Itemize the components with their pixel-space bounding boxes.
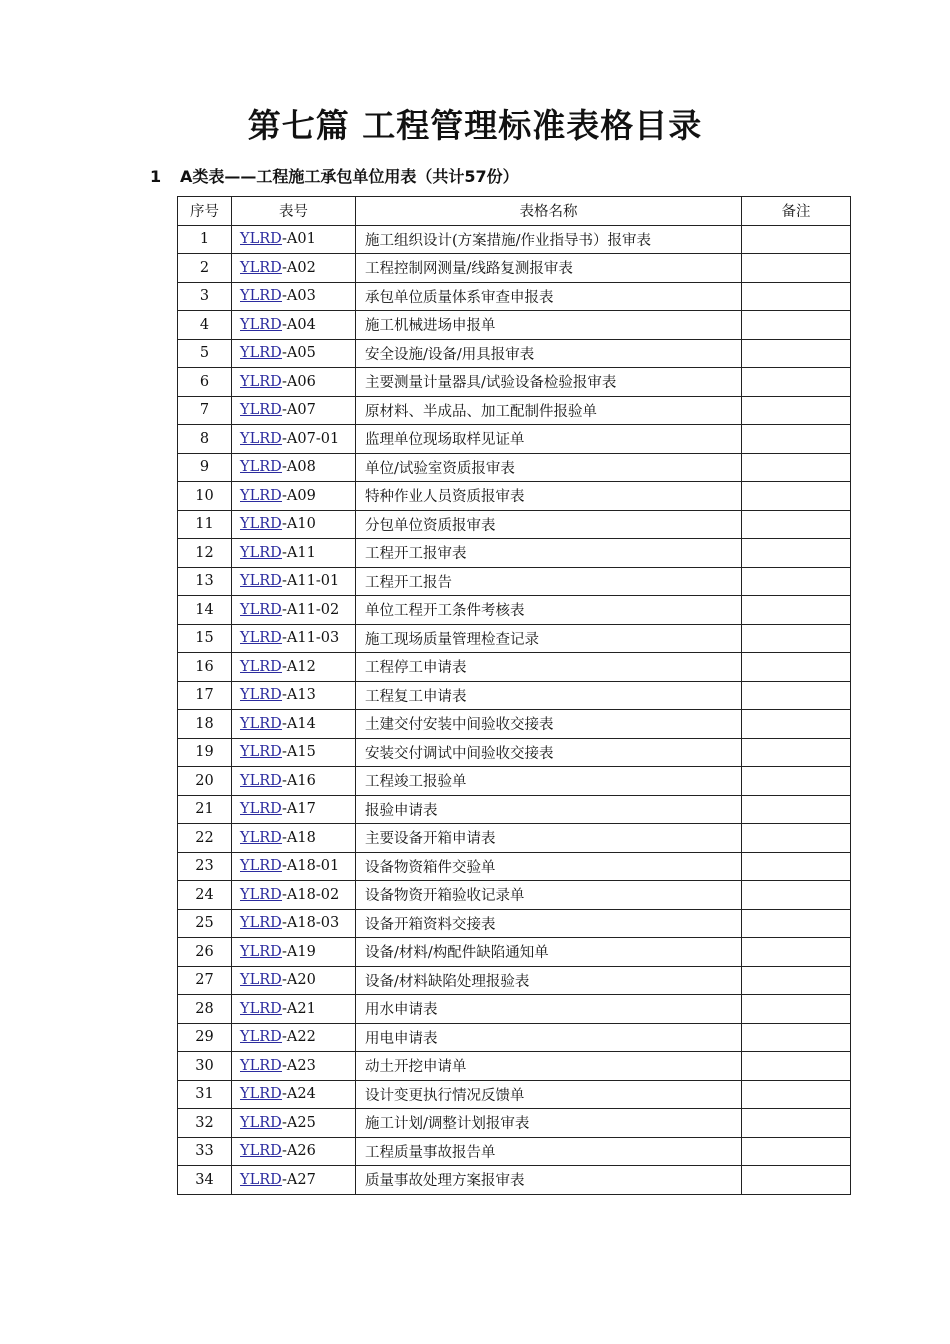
form-code-link[interactable]: YLRD	[240, 1086, 283, 1103]
form-name: 土建交付安装中间验收交接表	[356, 710, 742, 739]
form-code	[232, 596, 356, 625]
form-name: 单位/试验室资质报审表	[356, 453, 742, 482]
table-row	[178, 824, 851, 853]
form-code-link[interactable]: YLRD	[240, 658, 283, 675]
form-remark	[742, 767, 851, 796]
form-code	[232, 852, 356, 881]
form-code-suffix: -A07	[282, 402, 316, 419]
form-remark	[742, 710, 851, 739]
form-code	[232, 254, 356, 283]
form-code-link[interactable]: YLRD	[240, 744, 283, 761]
form-code-link[interactable]: YLRD	[240, 829, 283, 846]
form-code	[232, 1023, 356, 1052]
table-row	[178, 995, 851, 1024]
form-name: 安全设施/设备/用具报审表	[356, 339, 742, 368]
row-number: 22	[178, 824, 232, 853]
table-row	[178, 653, 851, 682]
form-code	[232, 482, 356, 511]
form-code-link[interactable]: YLRD	[240, 943, 283, 960]
form-remark	[742, 567, 851, 596]
form-code-link[interactable]: YLRD	[240, 858, 283, 875]
form-code	[232, 710, 356, 739]
row-number: 20	[178, 767, 232, 796]
table-row	[178, 368, 851, 397]
form-name: 工程停工申请表	[356, 653, 742, 682]
form-code-link[interactable]: YLRD	[240, 1057, 283, 1074]
row-number: 21	[178, 795, 232, 824]
form-name: 用水申请表	[356, 995, 742, 1024]
form-remark	[742, 881, 851, 910]
table-header-row	[178, 197, 851, 226]
form-code	[232, 311, 356, 340]
table-body	[178, 225, 851, 1194]
form-code	[232, 938, 356, 967]
form-remark	[742, 824, 851, 853]
form-code-link[interactable]: YLRD	[240, 687, 283, 704]
form-code-suffix: -A18-02	[282, 886, 340, 903]
form-name: 工程复工申请表	[356, 681, 742, 710]
row-number: 17	[178, 681, 232, 710]
form-name: 动土开挖申请单	[356, 1052, 742, 1081]
form-remark	[742, 368, 851, 397]
form-code	[232, 624, 356, 653]
form-code-suffix: -A25	[282, 1114, 316, 1131]
form-code-link[interactable]: YLRD	[240, 715, 283, 732]
form-name: 工程质量事故报告单	[356, 1137, 742, 1166]
form-code-link[interactable]: YLRD	[240, 516, 283, 533]
table-row	[178, 1137, 851, 1166]
row-number: 7	[178, 396, 232, 425]
row-number: 28	[178, 995, 232, 1024]
form-code-suffix: -A05	[282, 345, 316, 362]
form-code-suffix: -A22	[282, 1029, 316, 1046]
form-code-suffix: -A10	[282, 516, 316, 533]
form-code-link[interactable]: YLRD	[240, 1143, 283, 1160]
row-number: 5	[178, 339, 232, 368]
form-code-suffix: -A09	[282, 487, 316, 504]
form-code-suffix: -A19	[282, 943, 316, 960]
form-code-link[interactable]: YLRD	[240, 544, 283, 561]
form-name: 主要设备开箱申请表	[356, 824, 742, 853]
row-number: 14	[178, 596, 232, 625]
form-remark	[742, 624, 851, 653]
form-remark	[742, 254, 851, 283]
form-code-link[interactable]: YLRD	[240, 487, 283, 504]
form-code-suffix: -A18	[282, 829, 316, 846]
form-name: 设备物资箱件交验单	[356, 852, 742, 881]
form-code	[232, 1166, 356, 1195]
form-name: 分包单位资质报审表	[356, 510, 742, 539]
form-code-link[interactable]: YLRD	[240, 601, 283, 618]
table-row	[178, 225, 851, 254]
form-code-suffix: -A08	[282, 459, 316, 476]
form-code	[232, 1052, 356, 1081]
form-remark	[742, 311, 851, 340]
form-code	[232, 1080, 356, 1109]
table-row	[178, 738, 851, 767]
form-name: 特种作业人员资质报审表	[356, 482, 742, 511]
form-code	[232, 881, 356, 910]
form-code-suffix: -A02	[282, 259, 316, 276]
table-row	[178, 1080, 851, 1109]
row-number: 12	[178, 539, 232, 568]
form-code-suffix: -A11	[282, 544, 316, 561]
form-code	[232, 995, 356, 1024]
row-number: 18	[178, 710, 232, 739]
table-row	[178, 482, 851, 511]
form-remark	[742, 1023, 851, 1052]
form-code	[232, 909, 356, 938]
form-name: 监理单位现场取样见证单	[356, 425, 742, 454]
form-code-suffix: -A06	[282, 373, 316, 390]
row-number: 3	[178, 282, 232, 311]
table-row	[178, 254, 851, 283]
form-remark	[742, 909, 851, 938]
row-number: 23	[178, 852, 232, 881]
form-name: 报验申请表	[356, 795, 742, 824]
form-code-suffix: -A26	[282, 1143, 316, 1160]
form-code-link[interactable]: YLRD	[240, 345, 283, 362]
table-row	[178, 1052, 851, 1081]
table-row	[178, 339, 851, 368]
form-code	[232, 282, 356, 311]
form-code-suffix: -A17	[282, 801, 316, 818]
form-code-link[interactable]: YLRD	[240, 1171, 283, 1188]
form-remark	[742, 539, 851, 568]
table-row	[178, 852, 851, 881]
form-code-suffix: -A11-02	[282, 601, 340, 618]
form-code-link[interactable]: YLRD	[240, 573, 283, 590]
form-remark	[742, 339, 851, 368]
form-remark	[742, 510, 851, 539]
table-row	[178, 966, 851, 995]
table-row	[178, 710, 851, 739]
table-row	[178, 1166, 851, 1195]
form-remark	[742, 396, 851, 425]
row-number: 33	[178, 1137, 232, 1166]
form-code-link[interactable]: YLRD	[240, 772, 283, 789]
form-code	[232, 653, 356, 682]
form-code-suffix: -A11-01	[282, 573, 340, 590]
row-number: 16	[178, 653, 232, 682]
form-name: 工程开工报审表	[356, 539, 742, 568]
form-code-link[interactable]: YLRD	[240, 1000, 283, 1017]
form-code	[232, 1109, 356, 1138]
form-code-suffix: -A03	[282, 288, 316, 305]
form-code-link[interactable]: YLRD	[240, 316, 283, 333]
form-remark	[742, 995, 851, 1024]
form-remark	[742, 1080, 851, 1109]
form-code-suffix: -A11-03	[282, 630, 340, 647]
form-name: 施工机械进场申报单	[356, 311, 742, 340]
table-row	[178, 1023, 851, 1052]
form-code-link[interactable]: YLRD	[240, 886, 283, 903]
form-code	[232, 1137, 356, 1166]
row-number: 13	[178, 567, 232, 596]
form-remark	[742, 852, 851, 881]
form-remark	[742, 938, 851, 967]
form-code-suffix: -A04	[282, 316, 316, 333]
form-code-suffix: -A14	[282, 715, 316, 732]
section-heading	[150, 166, 519, 188]
row-number: 31	[178, 1080, 232, 1109]
row-number: 30	[178, 1052, 232, 1081]
form-name: 工程竣工报验单	[356, 767, 742, 796]
table-row	[178, 510, 851, 539]
form-code	[232, 795, 356, 824]
form-remark	[742, 681, 851, 710]
row-number: 24	[178, 881, 232, 910]
table-row	[178, 453, 851, 482]
form-code-suffix: -A16	[282, 772, 316, 789]
form-code-link[interactable]: YLRD	[240, 801, 283, 818]
form-name: 安装交付调试中间验收交接表	[356, 738, 742, 767]
form-code-link[interactable]: YLRD	[240, 972, 283, 989]
form-code	[232, 567, 356, 596]
table-row	[178, 624, 851, 653]
forms-table	[177, 196, 851, 1195]
form-code-suffix: -A27	[282, 1171, 316, 1188]
row-number: 29	[178, 1023, 232, 1052]
table-row	[178, 396, 851, 425]
form-code	[232, 824, 356, 853]
form-code	[232, 681, 356, 710]
table-row	[178, 681, 851, 710]
table-row	[178, 311, 851, 340]
form-name: 承包单位质量体系审查申报表	[356, 282, 742, 311]
row-number: 6	[178, 368, 232, 397]
form-code-suffix: -A12	[282, 658, 316, 675]
form-remark	[742, 425, 851, 454]
form-code	[232, 510, 356, 539]
form-name: 施工计划/调整计划报审表	[356, 1109, 742, 1138]
row-number: 9	[178, 453, 232, 482]
row-number: 4	[178, 311, 232, 340]
form-code-link[interactable]: YLRD	[240, 231, 283, 248]
form-remark	[742, 738, 851, 767]
table-row	[178, 282, 851, 311]
form-code-link[interactable]: YLRD	[240, 402, 283, 419]
form-code	[232, 539, 356, 568]
form-code-suffix: -A15	[282, 744, 316, 761]
form-code	[232, 225, 356, 254]
form-name: 设备/材料/构配件缺陷通知单	[356, 938, 742, 967]
form-name: 主要测量计量器具/试验设备检验报审表	[356, 368, 742, 397]
table-row	[178, 881, 851, 910]
header-remark: 备注	[742, 197, 851, 226]
form-name: 单位工程开工条件考核表	[356, 596, 742, 625]
row-number: 1	[178, 225, 232, 254]
form-code	[232, 738, 356, 767]
row-number: 15	[178, 624, 232, 653]
form-remark	[742, 225, 851, 254]
form-code-link[interactable]: YLRD	[240, 288, 283, 305]
form-code-suffix: -A21	[282, 1000, 316, 1017]
form-code-suffix: -A07-01	[282, 430, 340, 447]
form-name: 设计变更执行情况反馈单	[356, 1080, 742, 1109]
form-remark	[742, 596, 851, 625]
form-remark	[742, 1137, 851, 1166]
form-name: 设备物资开箱验收记录单	[356, 881, 742, 910]
header-name: 表格名称	[356, 197, 742, 226]
form-code-link[interactable]: YLRD	[240, 915, 283, 932]
form-code-link[interactable]: YLRD	[240, 459, 283, 476]
row-number: 2	[178, 254, 232, 283]
row-number: 32	[178, 1109, 232, 1138]
form-remark	[742, 1166, 851, 1195]
form-name: 原材料、半成品、加工配制件报验单	[356, 396, 742, 425]
form-remark	[742, 453, 851, 482]
row-number: 26	[178, 938, 232, 967]
form-code	[232, 368, 356, 397]
form-code-suffix: -A01	[282, 231, 316, 248]
table-row	[178, 767, 851, 796]
form-name: 施工现场质量管理检查记录	[356, 624, 742, 653]
form-name: 工程控制网测量/线路复测报审表	[356, 254, 742, 283]
table-row	[178, 596, 851, 625]
form-code-link[interactable]: YLRD	[240, 259, 283, 276]
form-name: 用电申请表	[356, 1023, 742, 1052]
section-number: 1	[150, 167, 162, 186]
table-row	[178, 938, 851, 967]
table-row	[178, 567, 851, 596]
form-code-suffix: -A13	[282, 687, 316, 704]
form-remark	[742, 1052, 851, 1081]
form-code-suffix: -A20	[282, 972, 316, 989]
form-name: 工程开工报告	[356, 567, 742, 596]
form-code	[232, 966, 356, 995]
row-number: 25	[178, 909, 232, 938]
form-code-link[interactable]: YLRD	[240, 373, 283, 390]
form-remark	[742, 653, 851, 682]
row-number: 27	[178, 966, 232, 995]
form-code-link[interactable]: YLRD	[240, 630, 283, 647]
form-code	[232, 425, 356, 454]
form-remark	[742, 966, 851, 995]
form-remark	[742, 795, 851, 824]
form-code	[232, 767, 356, 796]
row-number: 19	[178, 738, 232, 767]
form-code-link[interactable]: YLRD	[240, 430, 283, 447]
form-code-link[interactable]: YLRD	[240, 1114, 283, 1131]
row-number: 8	[178, 425, 232, 454]
header-code: 表号	[232, 197, 356, 226]
form-name: 质量事故处理方案报审表	[356, 1166, 742, 1195]
row-number: 10	[178, 482, 232, 511]
form-code	[232, 339, 356, 368]
form-code-link[interactable]: YLRD	[240, 1029, 283, 1046]
row-number: 11	[178, 510, 232, 539]
row-number: 34	[178, 1166, 232, 1195]
form-code	[232, 396, 356, 425]
header-no: 序号	[178, 197, 232, 226]
form-remark	[742, 482, 851, 511]
table-row	[178, 909, 851, 938]
section-title: A类表——工程施工承包单位用表（共计57份）	[180, 167, 519, 186]
form-code	[232, 453, 356, 482]
table-row	[178, 539, 851, 568]
form-name: 设备/材料缺陷处理报验表	[356, 966, 742, 995]
form-code-suffix: -A18-01	[282, 858, 340, 875]
form-name: 设备开箱资料交接表	[356, 909, 742, 938]
form-name: 施工组织设计(方案措施/作业指导书）报审表	[356, 225, 742, 254]
form-code-suffix: -A18-03	[282, 915, 340, 932]
table-row	[178, 795, 851, 824]
form-remark	[742, 1109, 851, 1138]
page-title: 第七篇 工程管理标准表格目录	[247, 106, 703, 145]
form-code-suffix: -A24	[282, 1086, 316, 1103]
table-row	[178, 425, 851, 454]
form-remark	[742, 282, 851, 311]
table-row	[178, 1109, 851, 1138]
form-code-suffix: -A23	[282, 1057, 316, 1074]
